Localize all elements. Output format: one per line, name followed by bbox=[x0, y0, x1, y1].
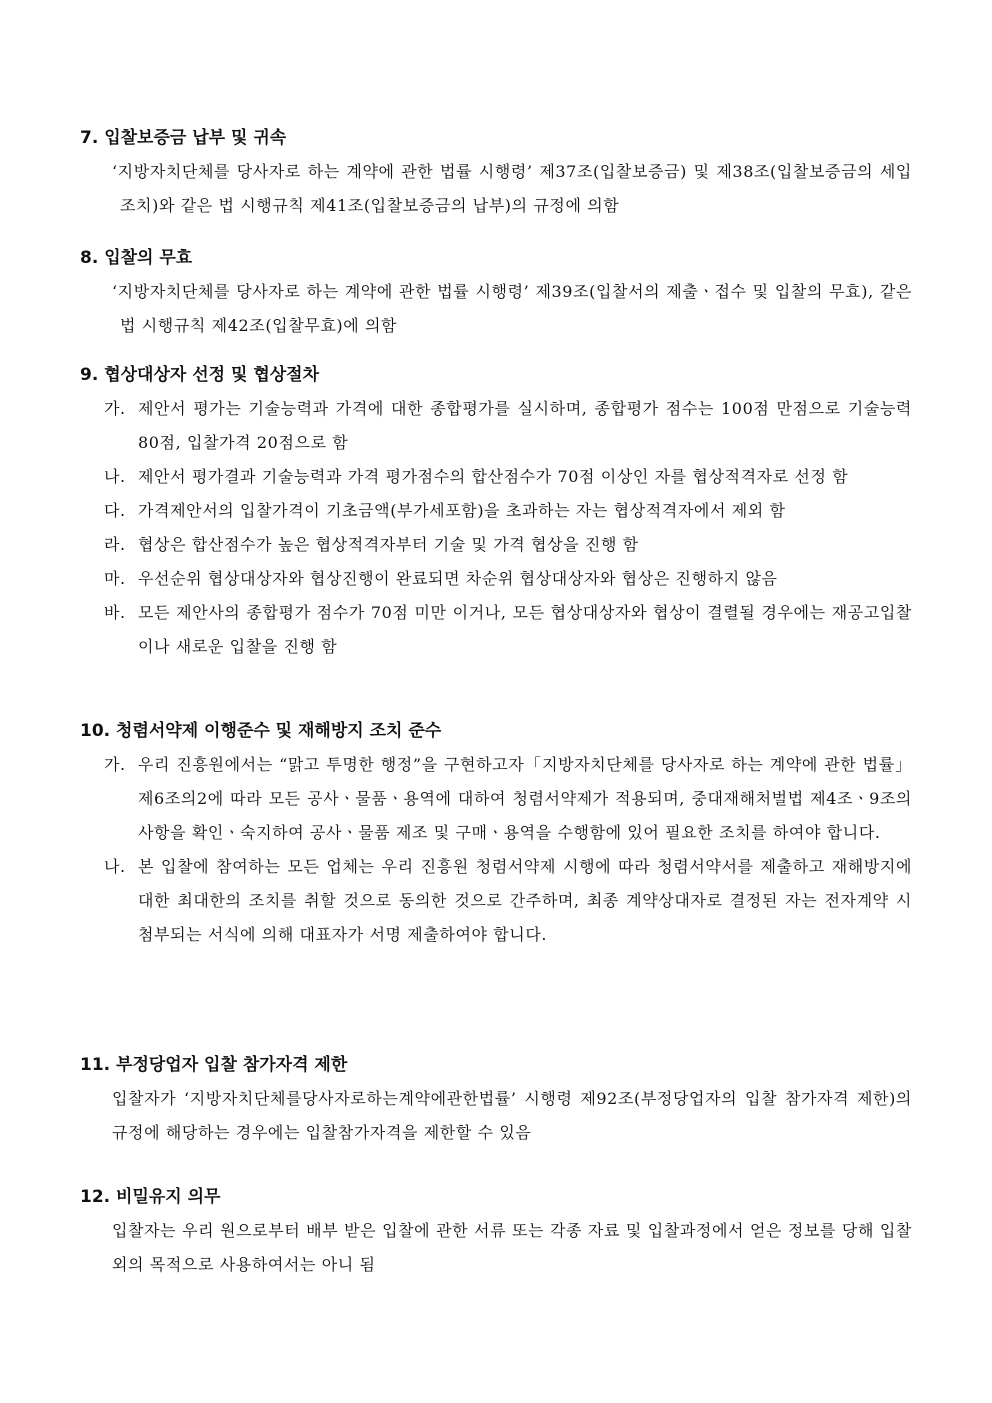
item-marker: 마. bbox=[104, 569, 126, 588]
section-heading: 7. 입찰보증금 납부 및 귀속 bbox=[80, 128, 287, 148]
item-marker: 나. bbox=[104, 467, 126, 486]
item-text: 모든 제안사의 종합평가 점수가 70점 미만 이거나, 모든 협상대상자와 협상이 결렬될 경우에는 재공고입찰이나 새로운 입찰을 진행 함 bbox=[138, 603, 912, 656]
section-heading: 10. 청렴서약제 이행준수 및 재해방지 조치 준수 bbox=[80, 721, 442, 741]
section-7 bbox=[80, 121, 912, 223]
list-item bbox=[80, 562, 912, 596]
section-heading: 8. 입찰의 무효 bbox=[80, 248, 193, 268]
section-body: 입찰자가 ‘지방자치단체를당사자로하는계약에관한법률’ 시행령 제92조(부정당업자의 입찰 참가자격 제한)의 규정에 해당하는 경우에는 입찰참가자격을 제한할 수 있음 bbox=[112, 1089, 912, 1142]
section-heading: 9. 협상대상자 선정 및 협상절차 bbox=[80, 365, 320, 385]
section-body: ‘지방자치단체를 당사자로 하는 계약에 관한 법률 시행령’ 제39조(입찰서의 제출ㆍ접수 및 입찰의 무효), 같은 법 시행규칙 제42조(입찰무효)에 의함 bbox=[112, 282, 912, 335]
list-item bbox=[80, 596, 912, 664]
list-item bbox=[80, 528, 912, 562]
item-marker: 라. bbox=[104, 535, 126, 554]
item-marker: 가. bbox=[104, 399, 126, 418]
item-text: 본 입찰에 참여하는 모든 업체는 우리 진흥원 청렴서약제 시행에 따라 청렴서약서를 제출하고 재해방지에 대한 최대한의 조치를 취할 것으로 동의한 것으로 간주하며, 최종 계약상대자로 결정된 자는 전자계약 시 첨부되는 서식에 의해 대표자가 서명 제출하여야 합니다. bbox=[138, 857, 912, 944]
item-text: 협상은 합산점수가 높은 협상적격자부터 기술 및 가격 협상을 진행 함 bbox=[138, 535, 639, 554]
list-item bbox=[80, 748, 912, 850]
section-10 bbox=[80, 714, 912, 952]
section-9 bbox=[80, 358, 912, 664]
section-body: ‘지방자치단체를 당사자로 하는 계약에 관한 법률 시행령’ 제37조(입찰보증금) 및 제38조(입찰보증금의 세입조치)와 같은 법 시행규칙 제41조(입찰보증금의 납부)의 규정에 의함 bbox=[112, 162, 912, 215]
section-8 bbox=[80, 241, 912, 343]
section-11 bbox=[80, 1048, 912, 1150]
item-text: 우선순위 협상대상자와 협상진행이 완료되면 차순위 협상대상자와 협상은 진행하지 않음 bbox=[138, 569, 778, 588]
section-12 bbox=[80, 1180, 912, 1282]
item-text: 제안서 평가는 기술능력과 가격에 대한 종합평가를 실시하며, 종합평가 점수는 100점 만점으로 기술능력 80점, 입찰가격 20점으로 함 bbox=[138, 399, 912, 452]
list-item bbox=[80, 850, 912, 952]
item-marker: 가. bbox=[104, 755, 126, 774]
section-body: 입찰자는 우리 원으로부터 배부 받은 입찰에 관한 서류 또는 각종 자료 및 입찰과정에서 얻은 정보를 당해 입찰 외의 목적으로 사용하여서는 아니 됨 bbox=[112, 1221, 912, 1274]
item-text: 제안서 평가결과 기술능력과 가격 평가점수의 합산점수가 70점 이상인 자를 협상적격자로 선정 함 bbox=[138, 467, 849, 486]
section-heading: 11. 부정당업자 입찰 참가자격 제한 bbox=[80, 1055, 348, 1075]
list-item bbox=[80, 494, 912, 528]
section-heading: 12. 비밀유지 의무 bbox=[80, 1187, 221, 1207]
item-text: 우리 진흥원에서는 “맑고 투명한 행정”을 구현하고자「지방자치단체를 당사자로 하는 계약에 관한 법률」 제6조의2에 따라 모든 공사ㆍ물품ㆍ용역에 대하여 청렴서약제가 적용되며, 중대재해처벌법 제4조ㆍ9조의 사항을 확인ㆍ숙지하여 공사ㆍ물품 제조 및 구매ㆍ용역을 수행함에 있어 필요한 조치를 하여야 합니다. bbox=[138, 755, 912, 842]
item-marker: 바. bbox=[104, 603, 126, 622]
item-marker: 다. bbox=[104, 501, 126, 520]
list-item bbox=[80, 460, 912, 494]
list-item bbox=[80, 392, 912, 460]
item-text: 가격제안서의 입찰가격이 기초금액(부가세포함)을 초과하는 자는 협상적격자에서 제외 함 bbox=[138, 501, 786, 520]
item-marker: 나. bbox=[104, 857, 126, 876]
